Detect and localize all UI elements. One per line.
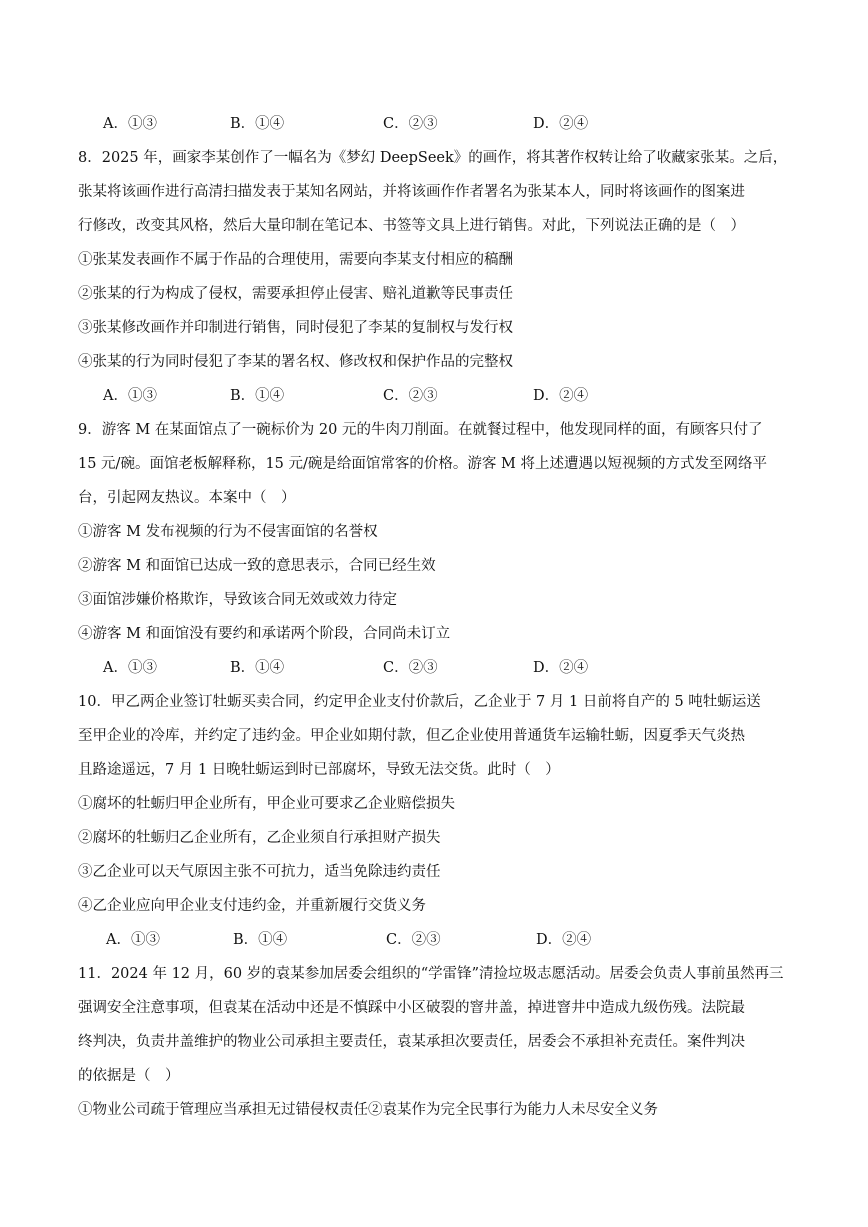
q8-stem-line-2: 张某将该画作进行高清扫描发表于某知名网站，并将该画作作者署名为张某本人，同时将该画作的图案进 [78, 184, 745, 200]
q8-statement-1: ①张某发表画作不属于作品的合理使用，需要向李某支付相应的稿酬 [78, 252, 513, 268]
q9-option-a[interactable]: A．①③ [103, 660, 157, 676]
q10-statement-2: ②腐坏的牡蛎归乙企业所有，乙企业须自行承担财产损失 [78, 830, 441, 846]
q11-statement-1-2: ①物业公司疏于管理应当承担无过错侵权责任②袁某作为完全民事行为能力人未尽安全义务 [78, 1102, 658, 1118]
q8-option-d[interactable]: D．②④ [533, 388, 589, 404]
q9-option-c[interactable]: C．②③ [383, 660, 438, 676]
q10-options [106, 930, 706, 950]
q8-option-b[interactable]: B．①④ [230, 388, 285, 404]
q10-statement-3: ③乙企业可以天气原因主张不可抗力，适当免除违约责任 [78, 864, 441, 880]
q8-statement-4: ④张某的行为同时侵犯了李某的署名权、修改权和保护作品的完整权 [78, 354, 513, 370]
q10-stem-line-1: 10．甲乙两企业签订牡蛎买卖合同，约定甲企业支付价款后，乙企业于 7 月 1 日前将自产的 5 吨牡蛎运送 [78, 694, 761, 710]
q8-options [103, 386, 703, 406]
q9-statement-2: ②游客 M 和面馆已达成一致的意思表示，合同已经生效 [78, 558, 436, 574]
q9-option-b[interactable]: B．①④ [230, 660, 285, 676]
q10-option-d[interactable]: D．②④ [536, 932, 592, 948]
q9-stem-line-3: 台，引起网友热议。本案中（ ） [78, 490, 296, 506]
q11-stem-line-2: 强调安全注意事项，但袁某在活动中还是不慎踩中小区破裂的窨井盖，掉进窨井中造成九级伤残。法院最 [78, 1000, 745, 1016]
q8-option-a[interactable]: A．①③ [103, 388, 157, 404]
q10-stem-line-3: 且路途遥远，7 月 1 日晚牡蛎运到时已部腐坏，导致无法交货。此时（ ） [78, 762, 560, 778]
q8-stem-line-3: 行修改，改变其风格，然后大量印制在笔记本、书签等文具上进行销售。对此，下列说法正确的是（ ） [78, 218, 745, 234]
q9-stem-line-1: 9．游客 M 在某面馆点了一碗标价为 20 元的牛肉刀削面。在就餐过程中，他发现同样的面，有顾客只付了 [78, 422, 763, 438]
q7-option-a[interactable]: A．①③ [103, 116, 157, 132]
q7-option-c[interactable]: C．②③ [383, 116, 438, 132]
q11-stem-line-4: 的依据是（ ） [78, 1068, 180, 1084]
q7-option-b[interactable]: B．①④ [230, 116, 285, 132]
q11-stem-line-3: 终判决，负责井盖维护的物业公司承担主要责任，袁某承担次要责任，居委会不承担补充责任。案件判决 [78, 1034, 745, 1050]
q10-option-c[interactable]: C．②③ [386, 932, 441, 948]
q8-statement-2: ②张某的行为构成了侵权，需要承担停止侵害、赔礼道歉等民事责任 [78, 286, 513, 302]
q8-stem-line-1: 8．2025 年，画家李某创作了一幅名为《梦幻 DeepSeek》的画作，将其著作权转让给了收藏家张某。之后， [78, 150, 788, 166]
q8-option-c[interactable]: C．②③ [383, 388, 438, 404]
q8-statement-3: ③张某修改画作并印制进行销售，同时侵犯了李某的复制权与发行权 [78, 320, 513, 336]
q9-options [103, 658, 703, 678]
q7-options [103, 114, 703, 134]
q9-statement-1: ①游客 M 发布视频的行为不侵害面馆的名誉权 [78, 524, 378, 540]
q7-option-d[interactable]: D．②④ [533, 116, 589, 132]
q9-option-d[interactable]: D．②④ [533, 660, 589, 676]
q9-statement-4: ④游客 M 和面馆没有要约和承诺两个阶段，合同尚未订立 [78, 626, 451, 642]
q9-statement-3: ③面馆涉嫌价格欺诈，导致该合同无效或效力待定 [78, 592, 397, 608]
q10-statement-1: ①腐坏的牡蛎归甲企业所有，甲企业可要求乙企业赔偿损失 [78, 796, 455, 812]
q10-statement-4: ④乙企业应向甲企业支付违约金，并重新履行交货义务 [78, 898, 426, 914]
q9-stem-line-2: 15 元/碗。面馆老板解释称，15 元/碗是给面馆常客的价格。游客 M 将上述遭遇以短视频的方式发至网络平 [78, 456, 767, 472]
q10-option-b[interactable]: B．①④ [233, 932, 288, 948]
q10-stem-line-2: 至甲企业的冷库，并约定了违约金。甲企业如期付款，但乙企业使用普通货车运输牡蛎，因夏季天气炎热 [78, 728, 745, 744]
q10-option-a[interactable]: A．①③ [106, 932, 160, 948]
q11-stem-line-1: 11．2024 年 12 月，60 岁的袁某参加居委会组织的“学雷锋”清捡垃圾志愿活动。居委会负责人事前虽然再三 [78, 966, 784, 982]
